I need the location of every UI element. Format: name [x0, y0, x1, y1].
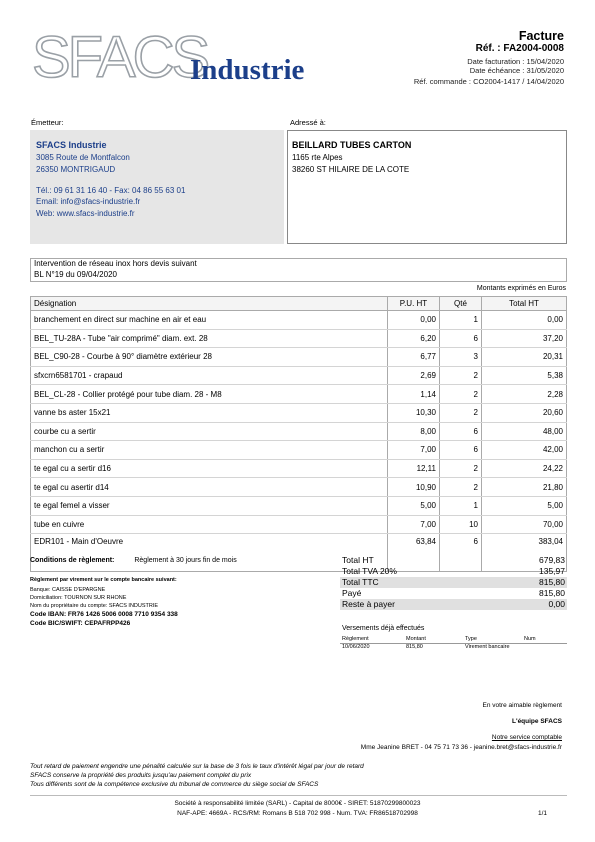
total-value: 815,80: [490, 577, 567, 588]
footer-line1: Société à responsabilité limitée (SARL) - Capital de 8000€ - SIRET: 51870299800023: [174, 800, 421, 807]
total-value: 135,97: [539, 566, 565, 576]
cell-pu: 8,00: [388, 422, 440, 441]
cell-designation: BEL_CL-28 - Collier protégé pour tube diam. 28 - M8: [31, 385, 388, 404]
emitter-box: [30, 130, 284, 244]
col-total: Total HT: [482, 297, 567, 311]
cell-pu: 10,90: [388, 478, 440, 497]
recipient-label: Adressé à:: [290, 118, 326, 127]
total-label: Total HT: [342, 555, 374, 565]
totals-row: [340, 555, 567, 566]
bic: Code BIC/SWIFT: CEPAFRPP426: [30, 620, 131, 627]
note-line1: Tout retard de paiement engendre une pénalité calculée sur la base de 3 fois le taux d'intérêt légal par jour de retard: [30, 763, 364, 770]
cell-total: 383,04: [482, 534, 567, 572]
cell-qty: 1: [440, 496, 482, 515]
cell-designation: te egal femel a visser: [31, 496, 388, 515]
cell-qty: 6: [440, 534, 482, 572]
cell-total: 37,20: [482, 329, 567, 348]
table-row: [31, 459, 567, 478]
cell-designation: te egal cu asertir d14: [31, 478, 388, 497]
versements-table: [340, 635, 567, 651]
table-row: [31, 422, 567, 441]
cell-pu: 7,00: [388, 515, 440, 534]
cell-pu: 7,00: [388, 441, 440, 460]
cell-total: 42,00: [482, 441, 567, 460]
versements-title: Versements déjà effectués: [342, 625, 425, 632]
footer-line2: NAF-APE: 4669A - RCS/RM: Romans B 518 702 998 - Num. TVA: FR86518702998: [177, 810, 418, 817]
cell-pu: 0,00: [388, 311, 440, 330]
cell-pu: 12,11: [388, 459, 440, 478]
emitter-address2: 26350 MONTRIGAUD: [36, 165, 116, 174]
cell-total: 48,00: [482, 422, 567, 441]
team-signature: L'équipe SFACS: [512, 718, 562, 725]
emitter-email: Email: info@sfacs-industrie.fr: [36, 197, 141, 206]
footer-divider: [30, 795, 567, 796]
conditions-block: [30, 557, 237, 564]
cell-designation: branchement en direct sur machine en air et eau: [31, 311, 388, 330]
totals-row: [340, 577, 567, 588]
accounting-service: Notre service comptable: [491, 734, 562, 741]
emitter-address1: 3085 Route de Montfalcon: [36, 153, 130, 162]
cell-total: 24,22: [482, 459, 567, 478]
cell-total: 21,80: [482, 478, 567, 497]
vers-col-type: Type: [463, 635, 522, 643]
invoice-title: Facture: [518, 29, 564, 43]
conditions-value: Règlement à 30 jours fin de mois: [134, 557, 237, 564]
cell-pu: 10,30: [388, 403, 440, 422]
cell-designation: BEL_C90-28 - Courbe à 90° diamètre extérieur 28: [31, 348, 388, 367]
table-row: [31, 329, 567, 348]
cell-designation: tube en cuivre: [31, 515, 388, 534]
page-number: 1/1: [537, 810, 547, 817]
cell-qty: 2: [440, 403, 482, 422]
note-line3: Tous différents sont de la compétence exclusive du tribunal de commerce du siège social de SFACS: [30, 781, 319, 788]
vers-col-num: Num: [522, 635, 567, 643]
emitter-phone: Tél.: 09 61 31 16 40 - Fax: 04 86 55 63 01: [36, 186, 186, 195]
intervention-note: [30, 258, 567, 282]
conditions-label: Conditions de règlement:: [30, 557, 115, 564]
cell-qty: 6: [440, 422, 482, 441]
totals-row: [340, 599, 567, 610]
ref-commande: Réf. commande : CO2004-1417 / 14/04/2020: [413, 77, 564, 86]
recipient-address1: 1165 rte Alpes: [292, 153, 343, 162]
accounting-contact: Mme Jeanine BRET - 04 75 71 73 36 - jeanine.bret@sfacs-industrie.fr: [360, 744, 562, 751]
table-row: [31, 366, 567, 385]
table-row: [31, 478, 567, 497]
col-qty: Qté: [440, 297, 482, 311]
cell-designation: courbe cu a sertir: [31, 422, 388, 441]
vers-montant: 815,80: [406, 644, 423, 651]
col-designation: Désignation: [31, 297, 388, 311]
cell-pu: 5,00: [388, 496, 440, 515]
greeting: En votre aimable règlement: [482, 702, 562, 709]
table-row: [31, 348, 567, 367]
cell-designation: BEL_TU-28A - Tube "air comprimé" diam. ext. 28: [31, 329, 388, 348]
intro-line1: Intervention de réseau inox hors devis suivant: [34, 259, 197, 268]
table-row: [31, 311, 567, 330]
table-row: [31, 385, 567, 404]
totals-table: [340, 555, 567, 610]
emitter-web: Web: www.sfacs-industrie.fr: [36, 209, 135, 218]
vers-reglement: 10/06/2020: [342, 644, 370, 651]
emitter-name: SFACS Industrie: [36, 140, 107, 150]
cell-qty: 2: [440, 478, 482, 497]
cell-total: 5,38: [482, 366, 567, 385]
emitter-label: Émetteur:: [31, 118, 64, 127]
table-row: [31, 441, 567, 460]
date-facturation: Date facturation : 15/04/2020: [467, 57, 564, 66]
totals-row: [340, 588, 567, 599]
logo-sfacs-text: SFACS: [32, 25, 208, 90]
cell-total: 20,60: [482, 403, 567, 422]
cell-pu: 63,84: [388, 534, 440, 572]
cell-qty: 3: [440, 348, 482, 367]
cell-pu: 1,14: [388, 385, 440, 404]
col-pu: P.U. HT: [388, 297, 440, 311]
versement-row: [340, 643, 567, 651]
total-label: Payé: [342, 588, 362, 598]
logo-industrie-text: Industrie: [190, 54, 305, 86]
cell-designation: EDR101 - Main d'Oeuvre: [31, 534, 388, 572]
cell-designation: vanne bs aster 15x21: [31, 403, 388, 422]
cell-qty: 1: [440, 311, 482, 330]
legal-notes: [30, 762, 364, 789]
cell-total: 5,00: [482, 496, 567, 515]
table-row: [31, 515, 567, 534]
note-line2: SFACS conserve la propriété des produits jusqu'au paiement complet du prix: [30, 772, 252, 779]
cell-total: 70,00: [482, 515, 567, 534]
table-header-row: [31, 297, 567, 311]
invoice-ref: Réf. : FA2004-0008: [475, 43, 564, 54]
recipient-box: [287, 130, 567, 244]
versements-header-row: [340, 635, 567, 643]
cell-total: 20,31: [482, 348, 567, 367]
cell-total: 0,00: [482, 311, 567, 330]
cell-designation: manchon cu a sertir: [31, 441, 388, 460]
recipient-name: BEILLARD TUBES CARTON: [292, 140, 412, 150]
total-value: 679,83: [539, 555, 565, 565]
iban: Code IBAN: FR76 1426 5006 0008 7710 9354 338: [30, 611, 178, 618]
totals-row: [340, 566, 567, 577]
cell-qty: 2: [440, 385, 482, 404]
cell-qty: 6: [440, 329, 482, 348]
cell-designation: te egal cu a sertir d16: [31, 459, 388, 478]
table-row: [31, 403, 567, 422]
intro-line2: BL N°19 du 09/04/2020: [34, 269, 117, 279]
currency-note: Montants exprimés en Euros: [476, 285, 566, 292]
virement-title: Règlement par virement sur le compte bancaire suivant:: [30, 577, 177, 583]
vers-type: Virement bancaire: [465, 644, 510, 651]
bank-domiciliation: Domiciliation: TOURNON SUR RHONE: [30, 595, 127, 601]
cell-pu: 6,20: [388, 329, 440, 348]
cell-pu: 2,69: [388, 366, 440, 385]
total-label: Total TVA 20%: [342, 566, 397, 576]
cell-pu: 6,77: [388, 348, 440, 367]
total-label: Total TTC: [340, 577, 490, 588]
cell-qty: 2: [440, 459, 482, 478]
cell-designation: sfxcrn6581701 - crapaud: [31, 366, 388, 385]
cell-qty: 2: [440, 366, 482, 385]
table-row: [31, 496, 567, 515]
vers-num: [522, 643, 567, 651]
bank-name: Banque: CAISSE D'EPARGNE: [30, 587, 106, 593]
total-value: 0,00: [490, 599, 567, 610]
cell-qty: 10: [440, 515, 482, 534]
invoice-lines-table: [30, 296, 567, 572]
date-echeance: Date échéance : 31/05/2020: [469, 66, 564, 75]
cell-qty: 6: [440, 441, 482, 460]
cell-total: 2,28: [482, 385, 567, 404]
total-label: Reste à payer: [340, 599, 490, 610]
total-value: 815,80: [539, 588, 565, 598]
vers-col-reglement: Règlement: [340, 635, 404, 643]
recipient-address2: 38260 ST HILAIRE DE LA COTE: [292, 165, 410, 174]
vers-col-montant: Montant: [404, 635, 463, 643]
account-owner: Nom du propriétaire du compte: SFACS INDUSTRIE: [30, 603, 159, 609]
